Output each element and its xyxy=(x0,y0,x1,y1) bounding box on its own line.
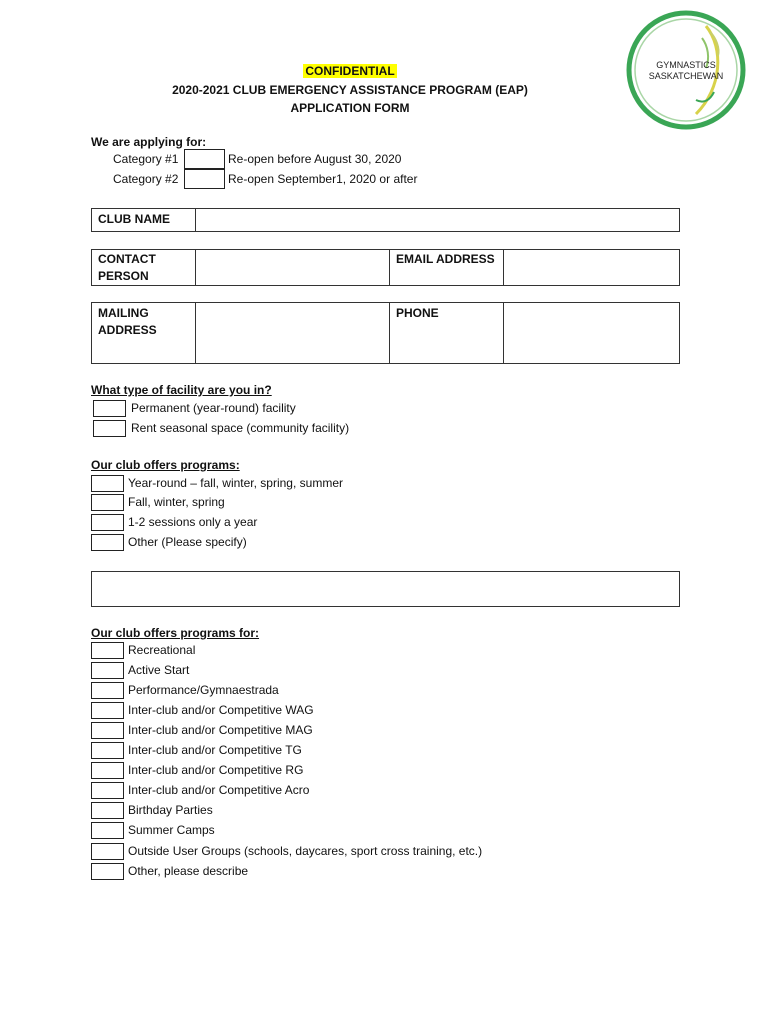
phone-label-cell xyxy=(389,303,503,363)
facility-permanent-label: Permanent (year-round) facility xyxy=(131,401,296,415)
program-for-performance-checkbox[interactable] xyxy=(91,682,124,699)
program-sessions-label: 1-2 sessions only a year xyxy=(128,515,258,529)
phone-field[interactable] xyxy=(503,303,679,363)
phone-label: PHONE xyxy=(396,306,439,320)
contact-person-field[interactable] xyxy=(195,250,389,285)
category-1-description: Re-open before August 30, 2020 xyxy=(228,152,402,166)
program-for-outside-groups-label: Outside User Groups (schools, daycares, sport cross training, etc.) xyxy=(128,844,483,858)
program-for-summer-camps-checkbox[interactable] xyxy=(91,822,124,839)
category-2-checkbox[interactable] xyxy=(184,169,225,189)
programs-for-heading: Our club offers programs for: xyxy=(91,626,260,640)
facility-question: What type of facility are you in? xyxy=(91,383,272,397)
mailing-row xyxy=(91,302,680,364)
form-subtitle: APPLICATION FORM xyxy=(290,101,410,115)
gymnastics-saskatchewan-logo xyxy=(624,8,748,132)
program-for-birthday-label: Birthday Parties xyxy=(128,803,213,817)
program-for-recreational-checkbox[interactable] xyxy=(91,642,124,659)
program-fall-winter-spring-label: Fall, winter, spring xyxy=(128,495,225,509)
email-label-cell xyxy=(389,250,503,285)
program-for-other-label: Other, please describe xyxy=(128,864,249,878)
program-for-performance-label: Performance/Gymnaestrada xyxy=(128,683,279,697)
category-1-label: Category #1 xyxy=(113,152,179,166)
program-other-specify-field[interactable] xyxy=(91,571,680,607)
applying-heading: We are applying for: xyxy=(91,135,207,149)
program-for-mag-label: Inter-club and/or Competitive MAG xyxy=(128,723,313,737)
program-for-active-start-label: Active Start xyxy=(128,663,190,677)
program-for-rg-label: Inter-club and/or Competitive RG xyxy=(128,763,304,777)
program-other-label: Other (Please specify) xyxy=(128,535,247,549)
program-sessions-checkbox[interactable] xyxy=(91,514,124,531)
program-year-round-checkbox[interactable] xyxy=(91,475,124,492)
club-name-label: CLUB NAME xyxy=(98,212,170,226)
email-address-label: EMAIL ADDRESS xyxy=(396,252,495,266)
confidential-label: CONFIDENTIAL xyxy=(305,64,395,78)
program-for-wag-checkbox[interactable] xyxy=(91,702,124,719)
program-for-rg-checkbox[interactable] xyxy=(91,762,124,779)
program-year-round-label: Year-round – fall, winter, spring, summer xyxy=(128,476,343,490)
program-for-acro-label: Inter-club and/or Competitive Acro xyxy=(128,783,310,797)
program-for-active-start-checkbox[interactable] xyxy=(91,662,124,679)
program-other-checkbox[interactable] xyxy=(91,534,124,551)
program-for-outside-groups-checkbox[interactable] xyxy=(91,843,124,860)
contact-person-label: CONTACT PERSON xyxy=(98,252,156,283)
programs-heading: Our club offers programs: xyxy=(91,458,240,472)
program-for-acro-checkbox[interactable] xyxy=(91,782,124,799)
form-title: 2020-2021 CLUB EMERGENCY ASSISTANCE PROGRAM (EAP) xyxy=(172,83,528,97)
category-1-checkbox[interactable] xyxy=(184,149,225,169)
program-for-tg-checkbox[interactable] xyxy=(91,742,124,759)
program-for-tg-label: Inter-club and/or Competitive TG xyxy=(128,743,302,757)
program-for-other-checkbox[interactable] xyxy=(91,863,124,880)
category-2-label: Category #2 xyxy=(113,172,179,186)
program-for-birthday-checkbox[interactable] xyxy=(91,802,124,819)
program-for-mag-checkbox[interactable] xyxy=(91,722,124,739)
program-for-wag-label: Inter-club and/or Competitive WAG xyxy=(128,703,314,717)
email-address-field[interactable] xyxy=(503,250,679,285)
facility-seasonal-checkbox[interactable] xyxy=(93,420,126,437)
category-2-description: Re-open September1, 2020 or after xyxy=(228,172,418,186)
logo-line1: GYMNASTICS xyxy=(656,60,716,70)
club-name-field[interactable] xyxy=(195,209,679,231)
club-name-row xyxy=(91,208,680,232)
mailing-address-label: MAILING ADDRESS xyxy=(98,306,157,337)
mailing-address-field[interactable] xyxy=(195,303,389,363)
program-fall-winter-spring-checkbox[interactable] xyxy=(91,494,124,511)
program-for-recreational-label: Recreational xyxy=(128,643,196,657)
contact-row xyxy=(91,249,680,286)
facility-permanent-checkbox[interactable] xyxy=(93,400,126,417)
facility-seasonal-label: Rent seasonal space (community facility) xyxy=(131,421,350,435)
program-for-summer-camps-label: Summer Camps xyxy=(128,823,215,837)
logo-line2: SASKATCHEWAN xyxy=(648,71,724,81)
